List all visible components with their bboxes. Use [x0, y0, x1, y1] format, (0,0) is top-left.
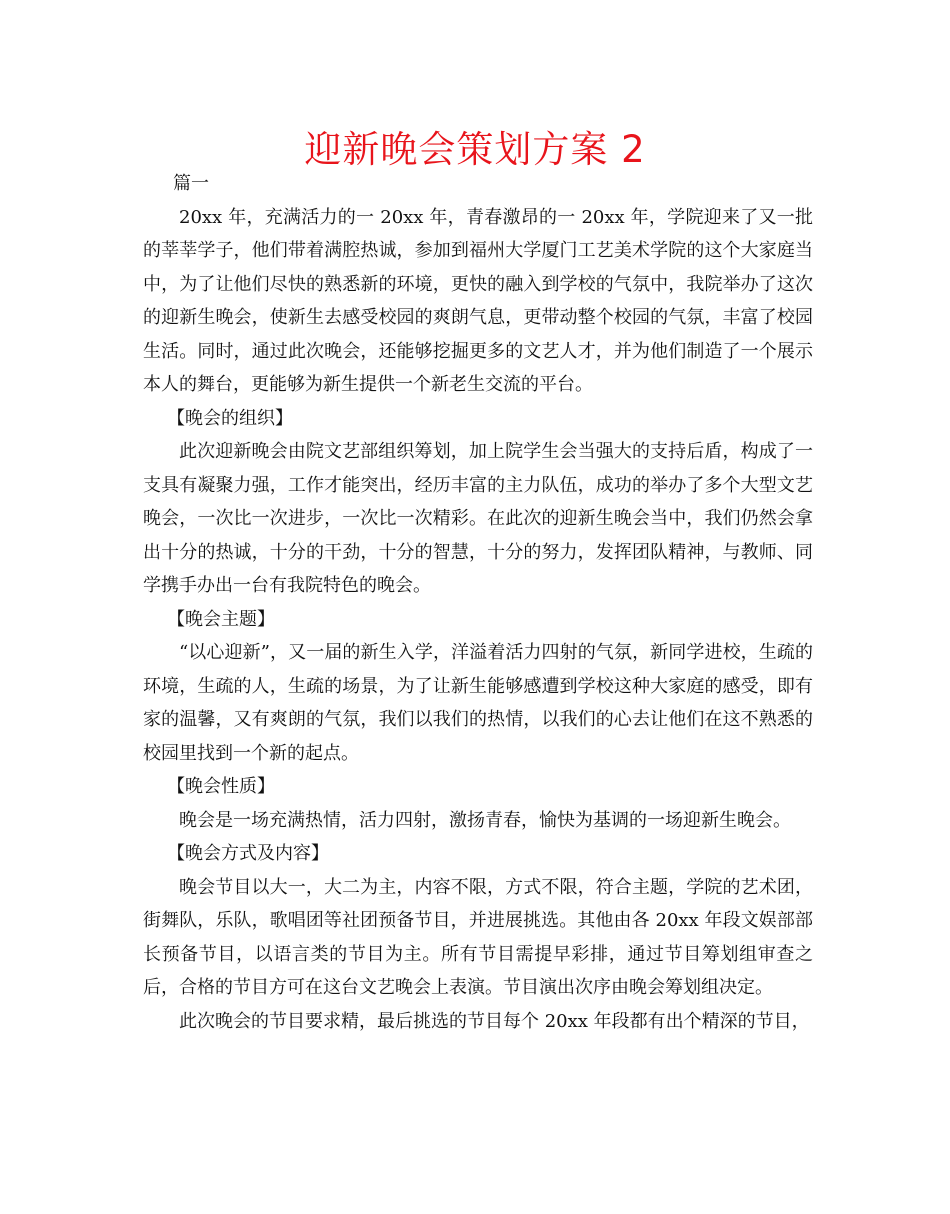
section-label: 篇一 — [173, 173, 209, 194]
body-paragraph: 此次迎新晚会由院文艺部组织筹划，加上院学生会当强大的支持后盾，构成了一支具有凝聚力强，工作才能突出，经历丰富的主力队伍，成功的举办了多个大型文艺晚会，一次比一次进步，一次比一次精彩。在此次的迎新生晚会当中，我们仍然会拿出十分的热诚，十分的干劲，十分的智慧，十分的努力，发挥团队精神，与教师、同学携手办出一台有我院特色的晚会。 — [143, 441, 813, 596]
body-paragraph: 晚会是一场充满热情，活力四射，激扬青春，愉快为基调的一场迎新生晚会。 — [179, 809, 791, 831]
body-paragraph: 晚会节目以大一，大二为主，内容不限，方式不限，符合主题，学院的艺术团，街舞队，乐队，歌唱团等社团预备节目，并进展挑选。其他由各 20xx 年段文娱部部长预备节目，以语言类的节目为主。所有节目需提早彩排，通过节目筹划组审查之后，合格的节目方可在这台文艺晚会上表演。节目演出次序由晚会筹划组决定。 — [143, 876, 813, 998]
section-heading: 【晚会的组织】 — [167, 407, 293, 429]
section-heading: 【晚会主题】 — [167, 608, 275, 630]
document-title: 迎新晚会策划方案 2 — [304, 128, 646, 171]
body-paragraph: 此次晚会的节目要求精，最后挑选的节目每个 20xx 年段都有出个精深的节目， — [179, 1010, 810, 1032]
document-body — [143, 167, 813, 1038]
section-heading: 【晚会性质】 — [167, 776, 275, 797]
body-paragraph: “以心迎新”，又一届的新生入学，洋溢着活力四射的气氛，新同学进校，生疏的环境，生疏的人，生疏的场景，为了让新生能够感遭到学校这种大家庭的感受，即有家的温馨，又有爽朗的气氛，我们以我们的热情，以我们的心去让他们在这不熟悉的校园里找到一个新的起点。 — [143, 642, 813, 764]
body-paragraph: 20xx 年，充满活力的一 20xx 年，青春激昂的一 20xx 年，学院迎来了又一批的莘莘学子，他们带着满腔热诚，参加到福州大学厦门工艺美术学院的这个大家庭当中，为了让他们尽快的熟悉新的环境，更快的融入到学校的气氛中，我院举办了这次的迎新生晚会，使新生去感受校园的爽朗气息，更带动整个校园的气氛，丰富了校园生活。同时，通过此次晚会，还能够挖掘更多的文艺人才，并为他们制造了一个展示本人的舞台，更能够为新生提供一个新老生交流的平台。 — [143, 206, 813, 395]
section-heading: 【晚会方式及内容】 — [167, 843, 329, 864]
